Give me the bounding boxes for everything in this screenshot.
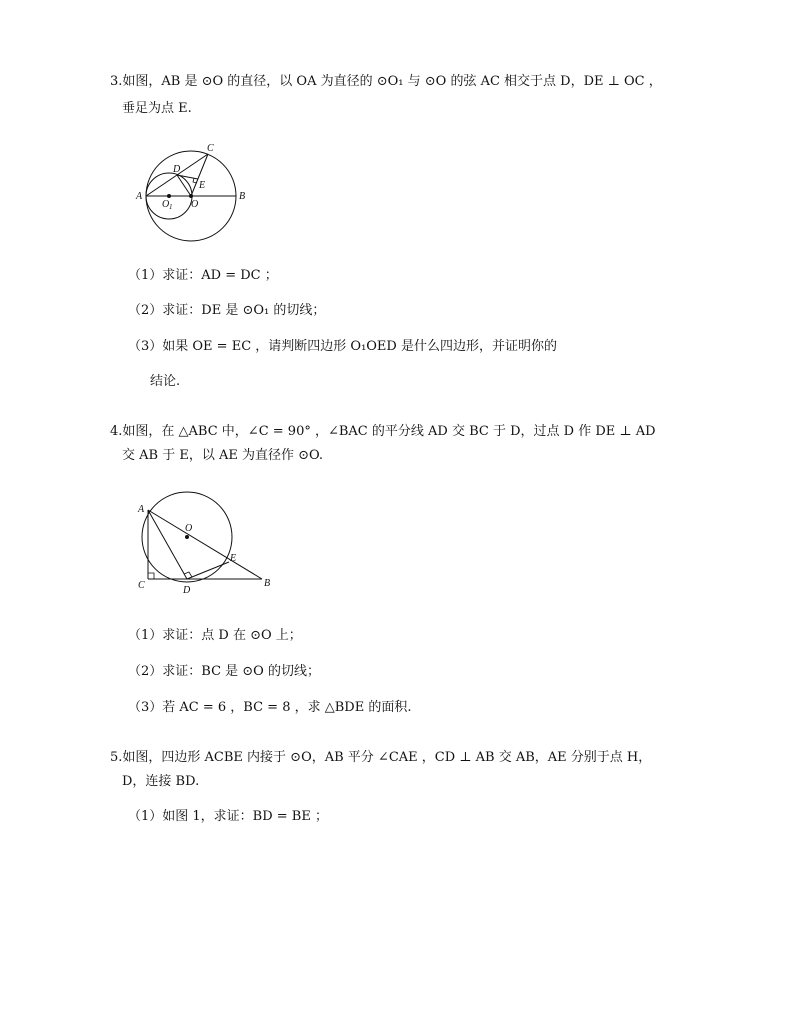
q3-label-o1-sub: 1: [169, 203, 173, 211]
q3-label-b: B: [239, 191, 246, 202]
q4-label-o: O: [185, 523, 193, 534]
q4-label-c: C: [138, 580, 145, 591]
q5-part1: （1）如图 1，求证：BD = BE ；: [128, 809, 328, 824]
q3-statement-line2: 垂足为点 E.: [122, 101, 192, 116]
q4-point-o: [185, 535, 189, 539]
q4-label-b: B: [264, 578, 271, 589]
q4-right-angle-c: [148, 573, 154, 579]
q3-part1: （1）求证：AD = DC ；: [128, 268, 278, 283]
q3-label-c: C: [207, 143, 214, 154]
q5-statement-line1: 5.如图，四边形 ACBE 内接于 ⊙O，AB 平分 ∠CAE ，CD ⊥ AB 交 AB，AE 分别于点 H，: [110, 750, 652, 765]
q4-label-d: D: [183, 585, 191, 596]
q3-label-o1: O: [162, 199, 170, 210]
q3-point-o1: [167, 194, 171, 198]
q3-label-e: E: [199, 180, 206, 191]
q4-part3: （3）若 AC = 6 ，BC = 8 ，求 △BDE 的面积.: [128, 700, 412, 715]
q4-part2: （2）求证：BC 是 ⊙O 的切线；: [128, 664, 320, 679]
q4-statement-line2: 交 AB 于 E，以 AE 为直径作 ⊙O.: [122, 448, 324, 463]
q4-side-ab: [148, 510, 262, 579]
q4-statement-line1: 4.如图，在 △ABC 中，∠C = 90° ，∠BAC 的平分线 AD 交 BC 于 D，过点 D 作 DE ⊥ AD: [110, 424, 656, 439]
q3-part2: （2）求证：DE 是 ⊙O₁ 的切线；: [128, 303, 326, 318]
q4-label-e: E: [230, 553, 237, 564]
q3-statement-line1: 3.如图，AB 是 ⊙O 的直径，以 OA 为直径的 ⊙O₁ 与 ⊙O 的弦 AC 相交于点 D，DE ⊥ OC ，: [110, 74, 662, 89]
q3-label-o: O: [191, 199, 199, 210]
q3-part3-line2: 结论.: [150, 374, 181, 389]
q5-statement-line2: D，连接 BD.: [122, 774, 200, 789]
q3-label-d: D: [173, 164, 181, 175]
q3-point-o: [189, 194, 193, 198]
q3-label-a: A: [136, 191, 143, 202]
q3-part3-line1: （3）如果 OE = EC ，请判断四边形 O₁OED 是什么四边形，并证明你的: [128, 339, 557, 354]
q3-segment-de: [177, 175, 198, 179]
q4-figure: [130, 484, 280, 599]
q4-segment-ad: [148, 510, 187, 579]
q4-part1: （1）求证：点 D 在 ⊙O 上；: [128, 628, 302, 643]
q3-figure: [130, 138, 250, 248]
q4-label-a: A: [138, 504, 145, 515]
